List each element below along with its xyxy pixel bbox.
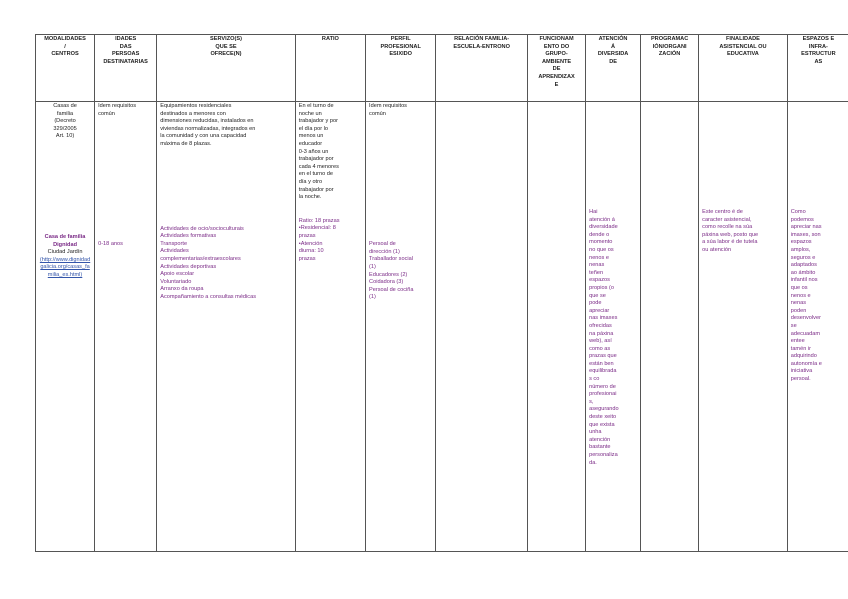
centro-atencion: Hai atención á diversidade dende o momento no que os nenos e nenas teñen espazos propios (o que se pode apreciar nas imaxes ofrecidas na páxina web), así como as prazas que están ben equilibrada s co número de profesionai s, asegurando deste xeito que exista unha atención bastante personaliza da. <box>589 209 619 466</box>
header-modalidades: MODALIDADES / CENTROS <box>36 35 95 102</box>
header-atencion: ATENCIÓN Á DIVERSIDA DE <box>586 35 641 102</box>
centro-nome-1: Casa de familia <box>44 233 86 240</box>
cell-funcionamento <box>528 102 586 552</box>
content-row <box>36 102 848 552</box>
servizo-item: Actividades <box>160 248 189 255</box>
cell-idades <box>95 102 157 552</box>
general-ratio: En el turno de noche un trabajador y por el día por lo menos un educador 0-3 años un trabajador por cada 4 menores en el turno de día y otro trabajador por la noche. <box>298 103 339 201</box>
servizo-item: Actividades deportivas <box>160 263 217 270</box>
servizo-item: Actividades de ocio/socioculturais <box>160 225 244 232</box>
cell-espazos <box>787 102 848 552</box>
servizo-item: Acompañamiento a consultas médicas <box>160 293 256 300</box>
cell-relacion <box>436 102 528 552</box>
centro-espazos: Como podemos apreciar nas imaxes, son espazos amplos, seguros e adaptados ao ámbito infantil nos que os nenos e nenas poden desenvolver se adecuadam entee tamén ir adquirindo autonomía e iniciativa persoal. <box>790 209 822 383</box>
centro-url-link[interactable]: (http://www.dignidadgalicia.org/casas_familia_es.html) <box>39 256 91 278</box>
cell-perfil <box>366 102 436 552</box>
servizo-item: complementarias/extraescolares <box>160 255 241 262</box>
cell-ratio <box>295 102 365 552</box>
general-perfil: Idem requisitos común <box>369 103 407 117</box>
header-ratio: RATIO <box>295 35 365 102</box>
header-espazos: ESPAZOS E INFRA- ESTRUCTUR AS <box>787 35 848 102</box>
servizo-item: Apoio escolar <box>160 271 195 278</box>
header-perfil: PERFIL PROFESIONAL ESIXIDO <box>366 35 436 102</box>
centro-perfil: Persoal de dirección (1) Traballador social (1) Educadores (2) Coidadora (3) Persoal de cociña (1) <box>369 241 414 301</box>
header-idades: IDADES DAS PERSOAS DESTINATARIAS <box>95 35 157 102</box>
cell-atencion <box>586 102 641 552</box>
servizo-item: Voluntariado <box>160 278 192 285</box>
header-funcionamento: FUNCIONAM ENTO DO GRUPO- AMBIENTE DE APRENDIZAX E <box>528 35 586 102</box>
cell-modalidade <box>36 102 95 552</box>
servizo-item: Arranxo da roupa <box>160 286 204 293</box>
servizo-item: Transporte <box>160 240 188 247</box>
cell-finalidade <box>699 102 788 552</box>
general-modalidade: Casas de familia (Decreto 329/2005 Art. 10) <box>53 103 77 140</box>
header-relacion: RELACIÓN FAMILIA- ESCUELA-ENTRONO <box>436 35 528 102</box>
cell-programacion <box>641 102 699 552</box>
centro-localidade: Ciudad Jardín <box>47 249 83 256</box>
centro-finalidade: Este centro é de caracter asistencial, como recolle na súa páxina web, posto que a súa labor é de tutela ou atención <box>702 209 759 253</box>
header-servizos: SERVIZO(S) QUE SE OFRECE(N) <box>157 35 296 102</box>
header-programacion: PROGRAMAC IÓN/ORGANI ZACIÓN <box>641 35 699 102</box>
centro-ratio: Ratio: 18 prazas •Residencial: 8 prazas •Atención diurna: 10 prazas <box>298 217 340 262</box>
cell-servizos <box>157 102 296 552</box>
modalidades-table <box>35 34 848 552</box>
general-servizo: Equipamientos residenciales destinados a menores con dimensiones reducidas, instalados en viviendas normalizadas, integrados en la comunidad y con una capacidad máxima de 8 plazas. <box>160 103 256 147</box>
centro-nome-2: Dignidad <box>53 241 77 248</box>
servizo-item: Actividades formativas <box>160 233 217 240</box>
general-idades: Idem requisitos común <box>98 103 137 117</box>
header-finalidade: FINALIDADE ASISTENCIAL OU EDUCATIVA <box>699 35 788 102</box>
centro-idades: 0-18 anos <box>98 241 123 248</box>
header-row <box>36 35 848 102</box>
